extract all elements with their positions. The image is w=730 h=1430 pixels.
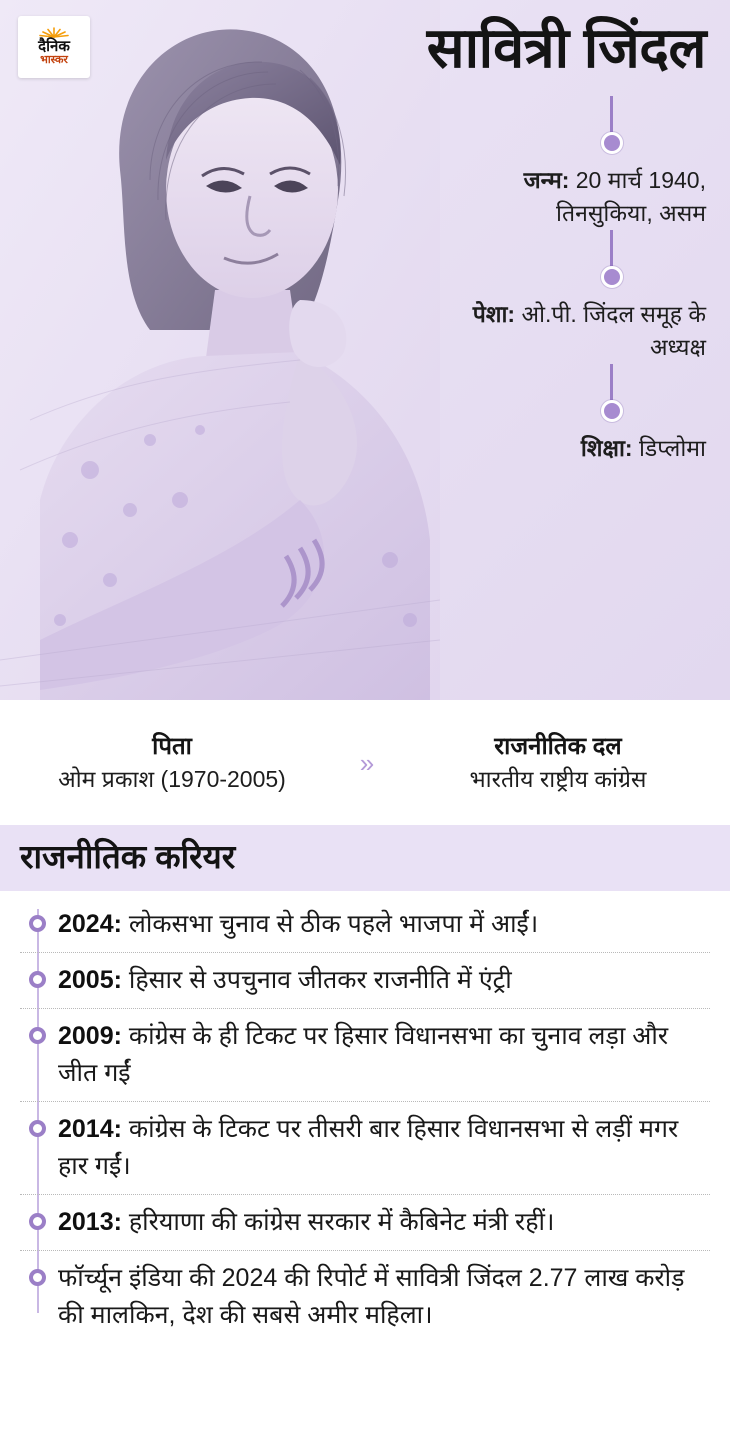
career-item-text xyxy=(58,906,538,943)
hero-fact-birth-value: 20 मार्च 1940, तिनसुकिया, असम xyxy=(556,167,706,226)
party-value: भारतीय राष्ट्रीय कांग्रेस xyxy=(469,765,647,792)
hero-facts-timeline xyxy=(420,96,706,465)
career-item-desc: हिसार से उपचुनाव जीतकर राजनीति में एंट्री xyxy=(128,966,512,994)
timeline-dot xyxy=(29,915,46,932)
timeline-dot xyxy=(29,1213,46,1230)
career-item-year: 2013: xyxy=(58,1208,122,1236)
hero-fact-birth xyxy=(420,164,706,230)
party-block xyxy=(408,731,708,795)
hero-fact-education-label: शिक्षा: xyxy=(580,435,633,461)
timeline-dot xyxy=(601,266,623,288)
hero-fact-education xyxy=(420,432,706,465)
father-value: ओम प्रकाश (1970-2005) xyxy=(58,765,286,792)
sun-rays-icon xyxy=(39,27,69,38)
timeline-dot xyxy=(601,132,623,154)
dainik-bhaskar-logo xyxy=(18,16,90,78)
hero-details xyxy=(420,0,730,700)
father-party-row xyxy=(0,700,730,825)
hero-fact-birth-label: जन्म: xyxy=(523,167,570,193)
timeline-stem xyxy=(610,364,613,400)
career-item-text xyxy=(58,1204,554,1241)
career-item-text xyxy=(58,962,512,999)
logo-line1: दैनिक xyxy=(38,38,70,55)
career-item-desc: कांग्रेस के ही टिकट पर हिसार विधानसभा का चुनाव लड़ा और जीत गईं xyxy=(58,1022,669,1087)
timeline-dot xyxy=(29,1027,46,1044)
logo-line2: भास्कर xyxy=(40,54,68,66)
father-block xyxy=(22,731,322,795)
career-section-header xyxy=(0,825,730,891)
career-item-desc: कांग्रेस के टिकट पर तीसरी बार हिसार विधानसभा से लड़ीं मगर हार गईं। xyxy=(58,1115,679,1180)
career-item-desc: लोकसभा चुनाव से ठीक पहले भाजपा में आईं। xyxy=(128,910,539,938)
list-item xyxy=(20,953,710,1009)
hero-fact-occupation xyxy=(420,298,706,364)
party-label: राजनीतिक दल xyxy=(494,732,622,760)
father-label: पिता xyxy=(152,732,192,760)
career-item-text xyxy=(58,1260,710,1334)
page-title: सावित्री जिंदल xyxy=(426,16,706,79)
career-item-text xyxy=(58,1111,710,1185)
portrait-illustration xyxy=(0,0,440,700)
career-item-desc: हरियाणा की कांग्रेस सरकार में कैबिनेट मंत्री रहीं। xyxy=(128,1208,555,1236)
timeline-dot xyxy=(29,1120,46,1137)
hero-section xyxy=(0,0,730,700)
career-item-desc: फॉर्च्यून इंडिया की 2024 की रिपोर्ट में सावित्री जिंदल 2.77 लाख करोड़ की मालकिन, देश की सबसे अमीर महिला। xyxy=(58,1264,685,1329)
timeline-dot xyxy=(601,400,623,422)
double-chevron-right-icon: » xyxy=(359,747,371,778)
career-item-year: 2024: xyxy=(58,910,122,938)
career-item-year: 2009: xyxy=(58,1022,122,1050)
list-item xyxy=(20,1195,710,1251)
timeline-stem xyxy=(610,230,613,266)
list-item xyxy=(20,1009,710,1102)
timeline-stem xyxy=(610,96,613,132)
hero-fact-occupation-label: पेशा: xyxy=(472,301,516,327)
timeline-dot xyxy=(29,971,46,988)
career-list xyxy=(0,891,730,1353)
career-heading: राजनीतिक करियर xyxy=(20,838,236,875)
career-item-year: 2005: xyxy=(58,966,122,994)
career-item-year: 2014: xyxy=(58,1115,122,1143)
list-item xyxy=(20,1102,710,1195)
career-item-text xyxy=(58,1018,710,1092)
list-item xyxy=(20,1251,710,1343)
hero-fact-occupation-value: ओ.पी. जिंदल समूह के अध्यक्ष xyxy=(521,301,706,360)
list-item xyxy=(20,897,710,953)
timeline-dot xyxy=(29,1269,46,1286)
hero-fact-education-value: डिप्लोमा xyxy=(638,435,706,461)
